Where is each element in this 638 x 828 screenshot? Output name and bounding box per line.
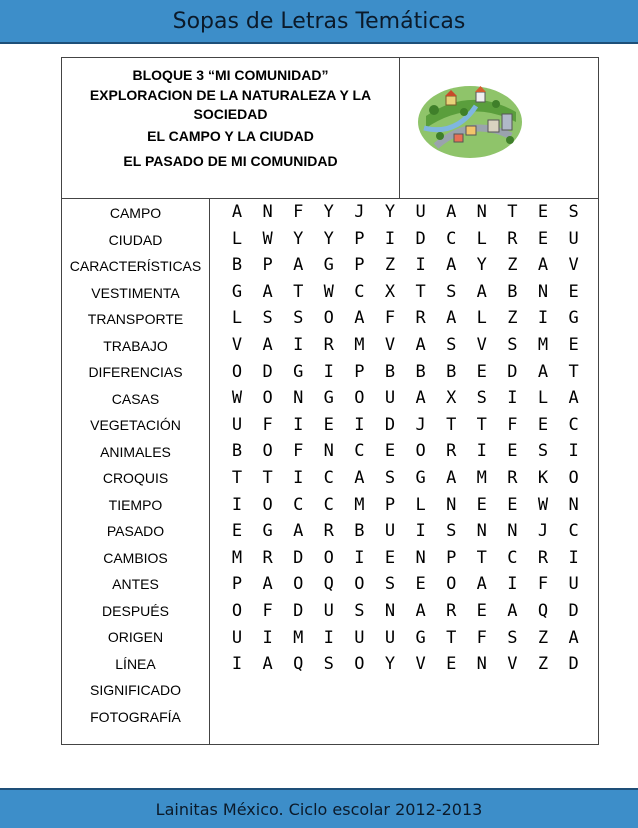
block-title: BLOQUE 3 “MI COMUNIDAD” (132, 67, 329, 83)
word-list-item: FOTOGRAFÍA (90, 708, 181, 725)
grid-letter[interactable]: I (507, 388, 518, 409)
grid-letter[interactable]: T (415, 281, 426, 302)
grid-letter[interactable]: X (446, 388, 457, 409)
grid-letter[interactable]: S (568, 202, 579, 222)
grid-letter[interactable]: N (262, 202, 273, 222)
grid-letter[interactable]: A (415, 601, 426, 621)
grid-letter[interactable]: G (568, 308, 579, 329)
grid-letter[interactable]: I (354, 547, 365, 568)
grid-letter[interactable]: Z (507, 308, 518, 329)
grid-letter[interactable]: B (507, 281, 518, 302)
header-row (62, 58, 598, 199)
grid-letter[interactable]: E (384, 547, 396, 568)
grid-letter[interactable]: A (446, 308, 457, 329)
grid-letter[interactable]: A (476, 281, 487, 302)
grid-letter[interactable]: Y (384, 202, 396, 222)
grid-letter[interactable]: D (293, 601, 304, 621)
grid-letter[interactable]: I (231, 654, 243, 675)
grid-letter[interactable]: C (568, 414, 579, 435)
grid-letter[interactable]: A (262, 281, 273, 302)
grid-letter[interactable]: S (384, 574, 396, 595)
subject-title: EXPLORACION DE LA NATURALEZA Y LA SOCIEDAD (89, 87, 372, 122)
grid-letter[interactable]: Y (384, 654, 396, 675)
grid-letter[interactable]: A (262, 574, 273, 595)
grid-letter[interactable]: I (293, 468, 304, 488)
grid-letter[interactable]: A (354, 308, 365, 329)
grid-letter[interactable]: C (568, 521, 579, 542)
grid-letter[interactable]: T (446, 627, 457, 648)
grid-letter[interactable]: J (354, 202, 365, 222)
grid-letter[interactable]: W (231, 388, 243, 409)
grid-letter[interactable]: N (293, 388, 304, 409)
grid-letter[interactable]: L (476, 228, 487, 249)
grid-letter[interactable]: O (262, 494, 273, 515)
grid-letter[interactable]: G (262, 521, 273, 542)
grid-letter[interactable]: T (476, 414, 487, 435)
topic-title-1: EL CAMPO Y LA CIUDAD (147, 128, 314, 144)
grid-letter[interactable]: R (537, 547, 549, 568)
grid-letter[interactable]: O (354, 574, 365, 595)
word-list-item: VEGETACIÓN (90, 417, 181, 433)
grid-letter[interactable]: A (537, 255, 549, 276)
grid-letter[interactable]: Z (507, 255, 518, 276)
grid-letter[interactable]: C (354, 281, 365, 302)
grid-letter[interactable]: O (568, 468, 579, 488)
grid-letter[interactable]: O (231, 601, 243, 621)
grid-letter[interactable]: Y (323, 202, 334, 222)
grid-letter[interactable]: O (262, 388, 273, 409)
grid-letter[interactable]: C (507, 547, 518, 568)
grid-letter[interactable]: L (476, 308, 487, 329)
grid-letter[interactable]: R (507, 228, 518, 249)
grid-letter[interactable]: C (323, 468, 334, 488)
word-list-item: PASADO (106, 523, 165, 539)
grid-letter[interactable]: E (323, 414, 334, 435)
grid-letter[interactable]: D (293, 547, 304, 568)
grid-letter[interactable]: J (415, 414, 426, 435)
grid-letter[interactable]: I (568, 441, 579, 462)
header-text-cell (62, 58, 400, 198)
grid-letter[interactable]: B (415, 361, 426, 382)
grid-letter[interactable]: U (323, 601, 334, 621)
grid-letter[interactable]: N (537, 281, 549, 302)
grid-letter[interactable]: O (415, 441, 426, 462)
grid-letter[interactable]: U (384, 627, 396, 648)
grid-letter[interactable]: A (415, 388, 426, 409)
word-list-item: TIEMPO (108, 496, 163, 513)
grid-letter[interactable]: M (354, 335, 365, 355)
grid-letter[interactable]: R (507, 468, 518, 488)
grid-letter[interactable]: C (354, 441, 365, 462)
grid-letter[interactable]: I (568, 547, 579, 568)
word-list-item: LÍNEA (115, 655, 156, 672)
grid-letter[interactable]: A (262, 335, 273, 355)
grid-letter[interactable]: U (354, 627, 365, 648)
grid-letter[interactable]: Y (293, 228, 304, 249)
grid-letter[interactable]: P (354, 361, 365, 382)
grid-letter[interactable]: A (537, 361, 549, 382)
grid-letter[interactable]: M (354, 494, 365, 515)
grid-letter[interactable]: A (568, 388, 579, 409)
grid-letter[interactable]: F (507, 414, 518, 435)
grid-letter[interactable]: W (262, 228, 273, 249)
grid-letter[interactable]: A (507, 601, 518, 621)
grid-letter[interactable]: A (354, 468, 365, 488)
grid-letter[interactable]: I (293, 335, 304, 355)
grid-letter[interactable]: Q (293, 654, 304, 675)
grid-letter[interactable]: U (568, 574, 579, 595)
grid-letter[interactable]: G (293, 361, 304, 382)
word-list-item: SIGNIFICADO (89, 682, 181, 698)
grid-letter[interactable]: V (568, 255, 579, 276)
grid-letter[interactable]: A (293, 255, 304, 276)
grid-letter[interactable]: I (476, 441, 487, 462)
word-list-item: DESPUÉS (102, 602, 169, 619)
grid-letter[interactable]: L (231, 228, 243, 249)
word-list-item: DIFERENCIAS (88, 364, 183, 380)
grid-letter[interactable]: N (384, 601, 396, 621)
word-list (62, 198, 210, 744)
grid-letter[interactable]: Z (537, 654, 549, 675)
grid-letter[interactable]: B (446, 361, 457, 382)
grid-letter[interactable]: O (323, 547, 334, 568)
word-list-item: TRANSPORTE (87, 311, 184, 327)
grid-letter[interactable]: C (323, 494, 334, 515)
grid-letter[interactable]: T (231, 468, 243, 488)
grid-letter[interactable]: M (537, 335, 549, 355)
grid-letter[interactable]: I (384, 228, 396, 249)
grid-letter[interactable]: F (537, 574, 549, 595)
grid-letter[interactable]: I (293, 414, 304, 435)
grid-letter[interactable]: U (231, 627, 243, 648)
grid-letter[interactable]: N (415, 547, 426, 568)
grid-letter[interactable]: W (323, 281, 334, 302)
grid-letter[interactable]: N (476, 521, 487, 542)
grid-letter[interactable]: A (446, 468, 457, 488)
word-list-item: CASAS (111, 390, 160, 407)
grid-letter[interactable]: B (384, 361, 396, 382)
grid-letter[interactable]: R (446, 441, 457, 462)
grid-letter[interactable]: N (568, 494, 579, 515)
grid-letter[interactable]: S (507, 335, 518, 355)
grid-letter[interactable]: Y (476, 255, 487, 276)
word-list-item: CARACTERÍSTICAS (69, 258, 202, 274)
grid-letter[interactable]: I (231, 494, 243, 515)
grid-letter[interactable]: N (476, 654, 487, 675)
grid-letter[interactable]: V (231, 335, 243, 355)
grid-letter[interactable]: U (568, 228, 579, 249)
grid-letter[interactable]: D (568, 601, 579, 621)
grid-letter[interactable]: T (293, 281, 304, 302)
grid-letter[interactable]: E (476, 494, 487, 515)
worksheet-table (61, 57, 599, 745)
grid-letter[interactable]: E (568, 281, 579, 302)
grid-letter[interactable]: S (507, 627, 518, 648)
grid-letter[interactable]: S (293, 308, 304, 329)
grid-letter[interactable]: R (323, 335, 334, 355)
grid-letter[interactable]: N (323, 441, 334, 462)
grid-letter[interactable]: S (446, 335, 457, 355)
grid-letter[interactable]: Z (384, 255, 396, 276)
grid-letter[interactable]: P (384, 494, 396, 515)
grid-letter[interactable]: I (323, 627, 334, 648)
grid-letter[interactable]: S (446, 521, 457, 542)
grid-letter[interactable]: T (568, 361, 579, 382)
grid-letter[interactable]: A (446, 202, 457, 222)
grid-letter[interactable]: A (293, 521, 304, 542)
grid-letter[interactable]: T (507, 202, 518, 222)
grid-letter[interactable]: C (446, 228, 457, 249)
grid-letter[interactable]: P (231, 574, 243, 595)
footer-banner (0, 788, 638, 828)
grid-letter[interactable]: V (384, 335, 396, 355)
grid-letter[interactable]: M (231, 547, 243, 568)
grid-letter[interactable]: V (507, 654, 518, 675)
grid-letter[interactable]: Y (323, 228, 334, 249)
grid-letter[interactable]: K (537, 468, 549, 488)
grid-letter[interactable]: V (415, 654, 426, 675)
word-list-item: CAMBIOS (103, 549, 168, 566)
grid-letter[interactable]: A (446, 255, 457, 276)
grid-letter[interactable]: P (354, 255, 365, 276)
grid-letter[interactable]: G (323, 255, 334, 276)
grid-letter[interactable]: D (415, 228, 426, 249)
grid-letter[interactable]: L (537, 388, 549, 409)
grid-letter[interactable]: D (262, 361, 273, 382)
letter-grid (209, 198, 598, 744)
community-illustration (416, 76, 524, 160)
grid-letter[interactable]: S (384, 468, 396, 488)
page-title: Sopas de Letras Temáticas (172, 8, 466, 34)
grid-letter[interactable]: B (231, 255, 243, 276)
grid-letter[interactable]: M (293, 627, 304, 648)
grid-letter[interactable]: J (537, 521, 549, 542)
grid-letter[interactable]: Q (537, 601, 549, 621)
grid-letter[interactable]: O (323, 308, 334, 329)
word-list-item: CAMPO (109, 205, 162, 221)
grid-letter[interactable]: E (415, 574, 426, 595)
grid-letter[interactable]: F (262, 601, 273, 621)
grid-letter[interactable]: E (507, 441, 518, 462)
grid-letter[interactable]: E (476, 601, 487, 621)
grid-letter[interactable]: G (415, 627, 426, 648)
grid-letter[interactable]: F (262, 414, 273, 435)
title-banner (0, 0, 638, 44)
grid-letter[interactable]: A (476, 574, 487, 595)
grid-letter[interactable]: E (446, 654, 457, 675)
topic-title-2: EL PASADO DE MI COMUNIDAD (123, 153, 338, 169)
word-list-item: ANIMALES (100, 443, 171, 460)
grid-letter[interactable]: U (231, 414, 243, 435)
grid-letter[interactable]: I (415, 521, 426, 542)
grid-letter[interactable]: R (323, 521, 334, 542)
grid-letter[interactable]: G (323, 388, 334, 409)
grid-letter[interactable]: E (507, 494, 518, 515)
grid-letter[interactable]: O (231, 361, 243, 382)
grid-letter[interactable]: G (415, 468, 426, 488)
grid-letter[interactable]: E (384, 441, 396, 462)
grid-letter[interactable]: O (446, 574, 457, 595)
word-list-item: ANTES (112, 576, 159, 592)
grid-letter[interactable]: Q (323, 574, 334, 595)
grid-letter[interactable]: D (384, 414, 396, 435)
grid-letter[interactable]: A (231, 202, 243, 222)
grid-letter[interactable]: F (293, 202, 304, 222)
grid-letter[interactable]: S (354, 601, 365, 621)
grid-letter[interactable]: S (262, 308, 273, 329)
grid-letter[interactable]: X (384, 281, 396, 302)
word-list-item: CIUDAD (108, 231, 163, 248)
grid-letter[interactable]: L (415, 494, 426, 515)
grid-letter[interactable]: E (537, 414, 549, 435)
grid-letter[interactable]: O (354, 388, 365, 409)
grid-letter[interactable]: I (323, 361, 334, 382)
grid-letter[interactable]: P (446, 547, 457, 568)
grid-letter[interactable]: O (262, 441, 273, 462)
grid-letter[interactable]: O (293, 574, 304, 595)
grid-letter[interactable]: I (537, 308, 549, 329)
grid-letter[interactable]: P (354, 228, 365, 249)
grid-letter[interactable]: N (476, 202, 487, 222)
grid-letter[interactable]: E (231, 521, 243, 542)
grid-letter[interactable]: U (384, 521, 396, 542)
grid-letter[interactable]: F (293, 441, 304, 462)
grid-letter[interactable]: B (354, 521, 365, 542)
grid-letter[interactable]: A (262, 654, 273, 675)
grid-letter[interactable]: F (476, 627, 487, 648)
grid-letter[interactable]: I (415, 255, 426, 276)
grid-letter[interactable]: S (476, 388, 487, 409)
word-list-item: ORIGEN (107, 629, 164, 645)
grid-letter[interactable]: R (446, 601, 457, 621)
grid-letter[interactable]: E (537, 228, 549, 249)
footer-text: Lainitas México. Ciclo escolar 2012-2013 (155, 799, 483, 819)
grid-letter[interactable]: R (415, 308, 426, 329)
grid-letter[interactable]: C (293, 494, 304, 515)
grid-letter[interactable]: W (537, 494, 549, 515)
grid-letter[interactable]: S (537, 441, 549, 462)
grid-letter[interactable]: Z (537, 627, 549, 648)
grid-letter[interactable]: E (476, 361, 487, 382)
grid-letter[interactable]: I (507, 574, 518, 595)
grid-letter[interactable]: D (507, 361, 518, 382)
grid-letter[interactable]: P (262, 255, 273, 276)
grid-letter[interactable]: B (231, 441, 243, 462)
word-list-item: TRABAJO (103, 337, 168, 354)
grid-letter[interactable]: U (384, 388, 396, 409)
grid-letter[interactable]: S (323, 654, 334, 675)
grid-letter[interactable]: N (507, 521, 518, 542)
grid-letter[interactable]: D (568, 654, 579, 675)
grid-letter[interactable]: I (354, 414, 365, 435)
grid-letter[interactable]: A (568, 627, 579, 648)
grid-letter[interactable]: R (262, 547, 273, 568)
grid-letter[interactable]: A (415, 335, 426, 355)
grid-letter[interactable]: M (476, 468, 487, 488)
word-list-item: CROQUIS (102, 470, 169, 486)
grid-letter[interactable]: U (415, 202, 426, 222)
grid-letter[interactable]: V (476, 335, 487, 355)
grid-letter[interactable]: S (446, 281, 457, 302)
grid-letter[interactable]: L (231, 308, 243, 329)
grid-letter[interactable]: F (384, 308, 396, 329)
grid-letter[interactable]: T (262, 468, 273, 488)
grid-letter[interactable]: I (262, 627, 273, 648)
grid-letter[interactable]: E (568, 335, 579, 355)
grid-letter[interactable]: T (446, 414, 457, 435)
grid-letter[interactable]: N (446, 494, 457, 515)
grid-letter[interactable]: G (231, 281, 243, 302)
grid-letter[interactable]: E (537, 202, 549, 222)
grid-letter[interactable]: O (354, 654, 365, 675)
grid-letter[interactable]: T (476, 547, 487, 568)
word-list-item: VESTIMENTA (91, 284, 180, 301)
